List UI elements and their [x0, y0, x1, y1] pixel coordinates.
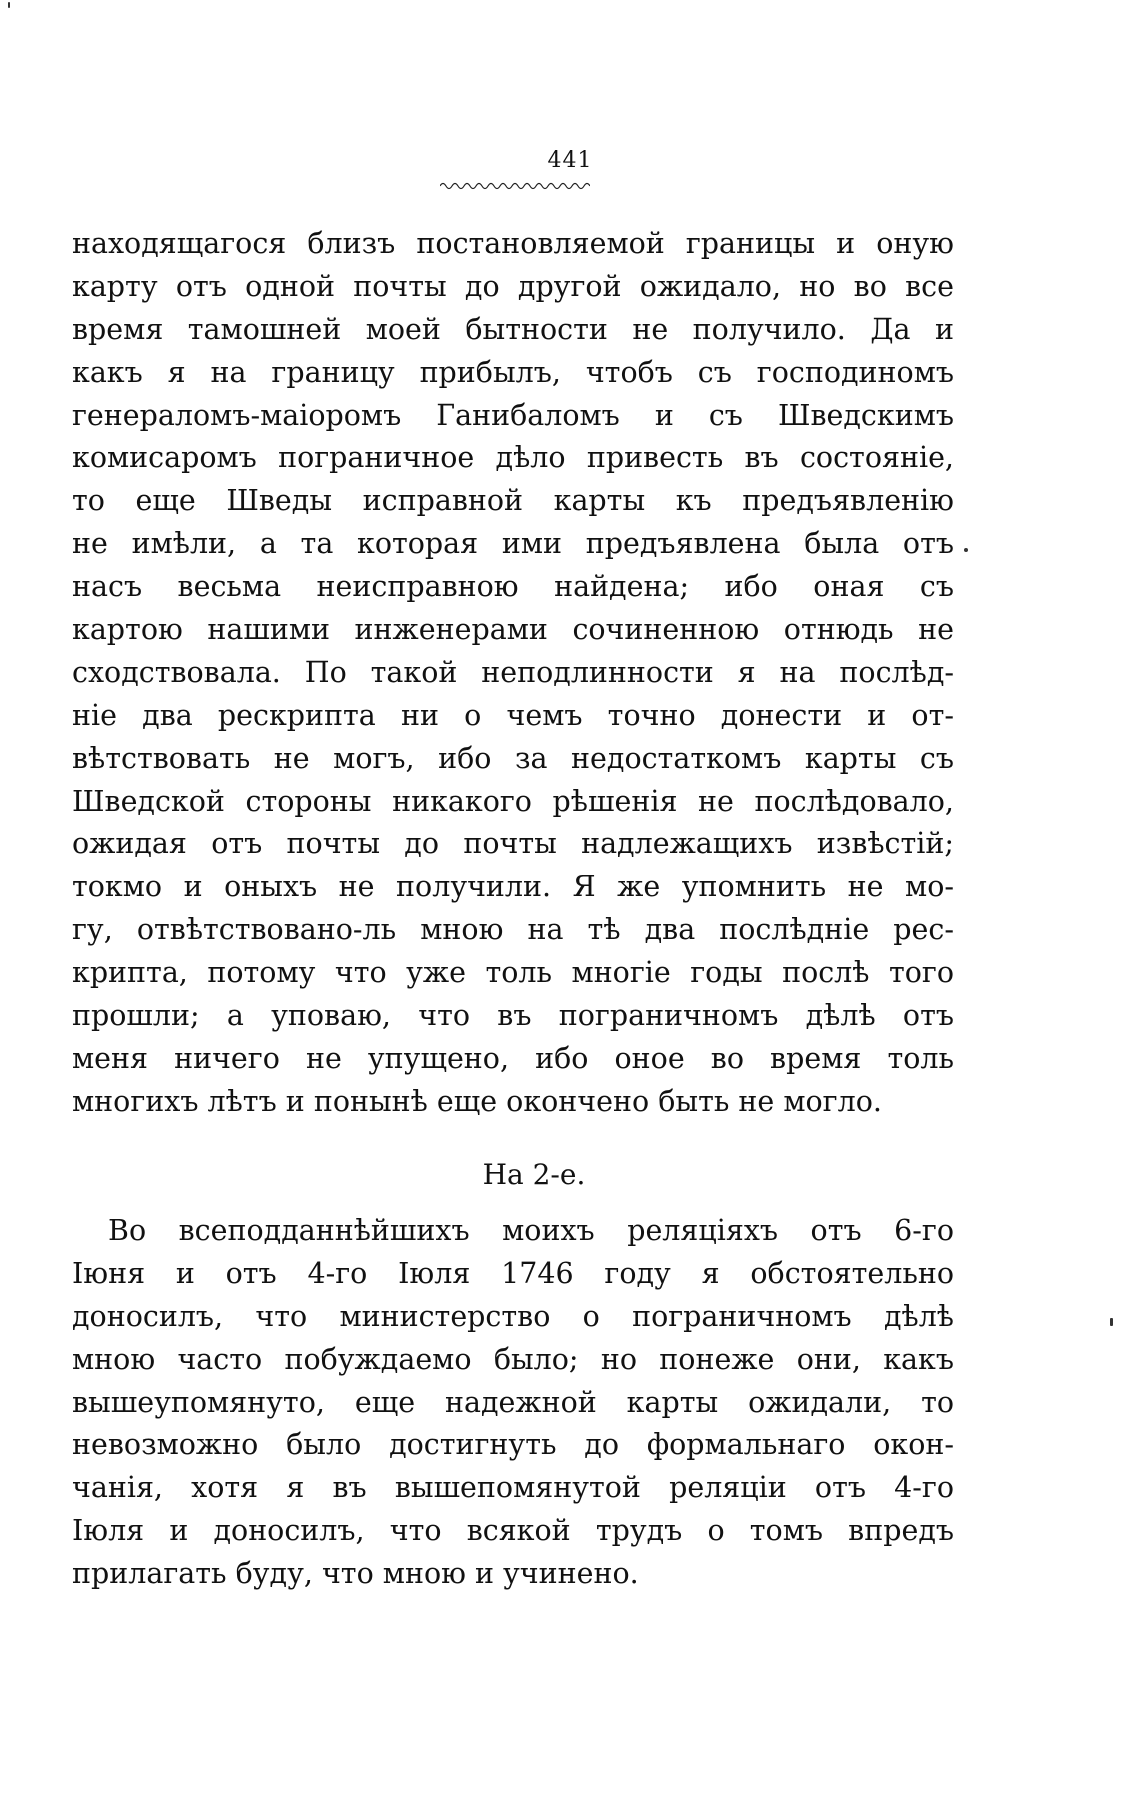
text-line: ожидая отъ почты до почты надлежащихъ извѣстій; [72, 827, 954, 861]
text-line: ніе два рескрипта ни о чемъ точно донести и от- [72, 698, 954, 732]
text-line: время тамошней моей бытности не получило. Да и [72, 312, 954, 346]
page-number: 441 [547, 148, 593, 173]
text-line: вѣтствовать не могъ, ибо за недостаткомъ карты съ [72, 741, 954, 775]
print-speck [1110, 1318, 1113, 1326]
text-line: мною часто побуждаемо было; но понеже они, какъ [72, 1342, 954, 1376]
text-line: насъ весьма неисправною найдена; ибо оная съ [72, 570, 954, 604]
text-line: Во всеподданнѣйшихъ моихъ реляціяхъ отъ 6-го [108, 1214, 954, 1247]
text-line: вышеупомянуто, еще надежной карты ожидали, то [72, 1385, 954, 1419]
text-line: невозможно было достигнуть до формальнаго окон- [72, 1428, 954, 1462]
paragraph-1 [72, 223, 954, 1124]
text-line: то еще Шведы исправной карты къ предъявленію [72, 484, 954, 518]
text-line: карту отъ одной почты до другой ожидало, но во все [72, 269, 954, 303]
text-line: Іюня и отъ 4-го Іюля 1746 году я обстоятельно [72, 1256, 954, 1290]
paragraph-2 [72, 1210, 954, 1596]
text-line: прошли; а уповаю, что въ пограничномъ дѣлѣ отъ [72, 999, 954, 1033]
text-line: чанія, хотя я въ вышепомянутой реляціи отъ 4-го [72, 1471, 954, 1505]
text-line: прилагать буду, что мною и учинено. [72, 1557, 639, 1591]
text-line: многихъ лѣтъ и понынѣ еще окончено быть не могло. [72, 1084, 882, 1118]
text-line: находящагося близъ постановляемой границы и оную [72, 227, 954, 260]
text-line: гу, отвѣтствовано-ль мною на тѣ два послѣдніе рес- [72, 913, 954, 947]
text-line: токмо и оныхъ не получили. Я же упомнить не мо- [72, 870, 954, 904]
text-line: доносилъ, что министерство о пограничномъ дѣлѣ [72, 1299, 954, 1333]
text-line: Шведской стороны никакого рѣшенія не послѣдовало, [72, 784, 954, 818]
text-line: не имѣли, а та которая ими предъявлена была отъ [72, 527, 954, 561]
text-line: картою нашими инженерами сочиненною отнюдь не [72, 613, 954, 647]
text-line: Іюля и доносилъ, что всякой трудъ о томъ впредъ [72, 1514, 954, 1548]
section-heading: На 2-е. [482, 1158, 586, 1191]
text-line: комисаромъ пограничное дѣло привесть въ состояніе, [72, 441, 954, 475]
text-line: меня ничего не упущено, ибо оное во время толь [72, 1041, 954, 1075]
text-line: какъ я на границу прибылъ, чтобъ съ господиномъ [72, 355, 954, 389]
text-line: сходствовала. По такой неподлинности я на послѣд- [72, 655, 954, 689]
text-line: генераломъ-маіоромъ Ганибаломъ и съ Шведскимъ [72, 398, 954, 432]
print-speck [964, 548, 968, 552]
text-line: крипта, потому что уже толь многіе годы послѣ того [72, 956, 954, 990]
print-speck [8, 2, 10, 8]
wavy-ornament [440, 180, 590, 190]
